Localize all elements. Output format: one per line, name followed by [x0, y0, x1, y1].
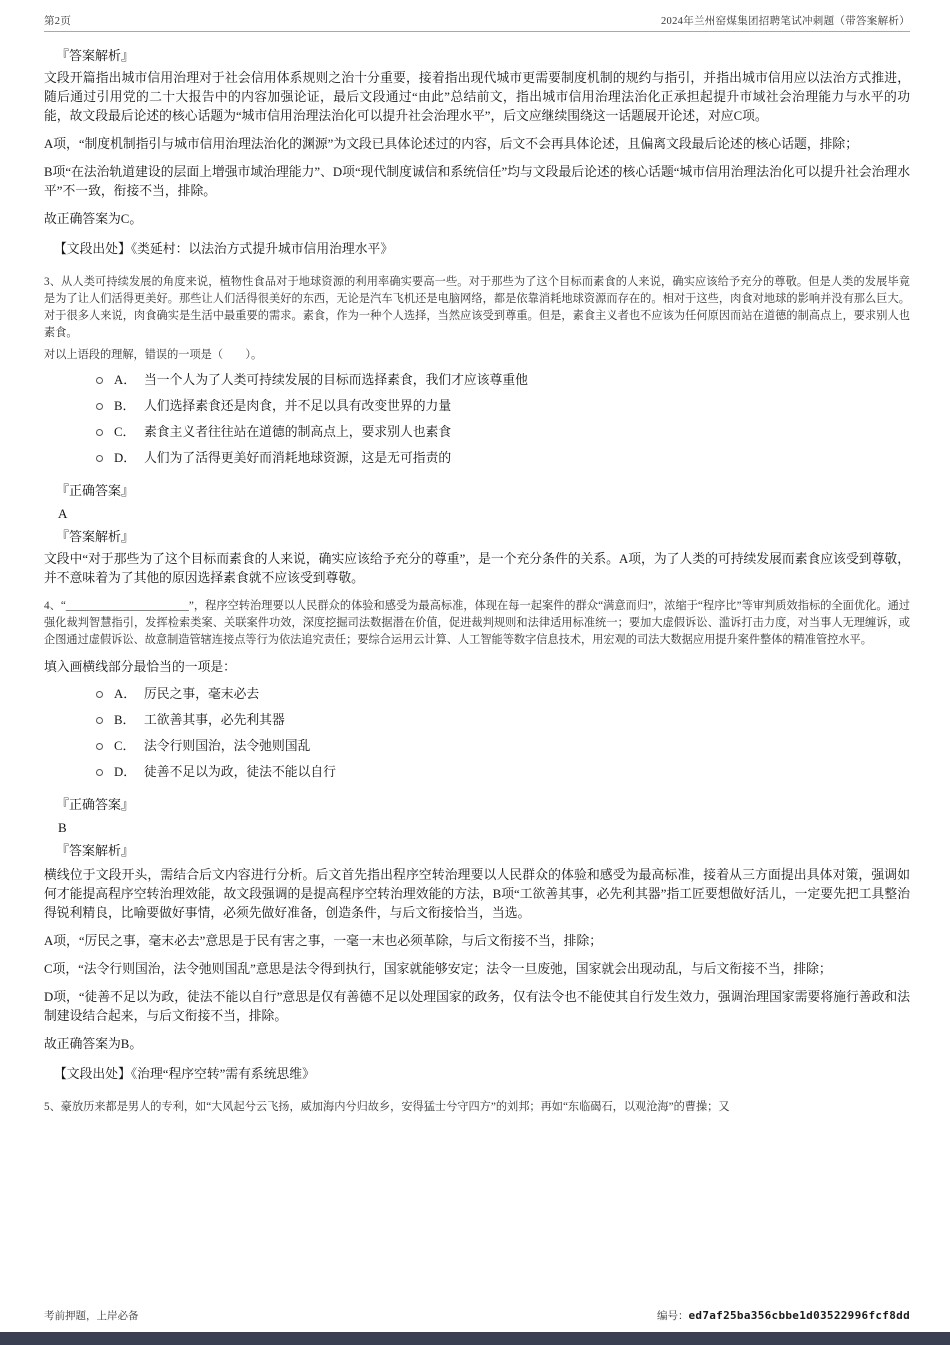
option-row-c[interactable]	[96, 424, 910, 441]
option-label: B．	[114, 399, 136, 413]
page-footer	[44, 1308, 910, 1323]
q4-correct-title: 『正确答案』	[56, 797, 135, 812]
q4-source-line: 【文段出处】《治理“程序空转”需有系统思维》	[54, 1067, 315, 1081]
q3-stem: 3、从人类可持续发展的角度来说，植物性食品对于地球资源的利用率确实要高一些。对于那些为了这个目标而素食的人来说，确实应该给予充分的尊敬。但是人类的发展毕竟是为了让人们活得更美好。那些让人们活得很美好的东西，无论是汽车飞机还是电脑网络，都是依靠消耗地球资源而存在的。相对于这些，肉食对地球的影响并没有那么巨大。对于很多人来说，肉食确实是生活中最重要的需求。素食，作为一种个人选择，当然应该受到尊重。但是，素食主义者也不应该为任何原因而站在道德的制高点上，要求别人也素食。	[44, 276, 910, 339]
option-row-d[interactable]	[96, 450, 910, 467]
q2-analysis-paragraph: B项“在法治轨道建设的层面上增强市域治理能力”、D项“现代制度诚信和系统信任”均与文段最后论述的核心话题“城市信用治理法治化可以提升社会治理水平”不一致，衔接不当，排除。	[44, 165, 910, 198]
footer-slogan: 考前押题，上岸必备	[44, 1311, 139, 1322]
q3-analysis-title: 『答案解析』	[56, 529, 135, 544]
option-row-c[interactable]	[96, 738, 910, 755]
q2-source-line: 【文段出处】《类延村：以法治方式提升城市信用治理水平》	[54, 242, 394, 256]
radio-button[interactable]	[96, 403, 103, 410]
q4-analysis-title: 『答案解析』	[56, 843, 135, 858]
footer-code	[657, 1308, 910, 1323]
q3-correct-answer: A	[58, 506, 68, 521]
radio-button[interactable]	[96, 691, 103, 698]
option-row-b[interactable]	[96, 712, 910, 729]
q2-answer-line: 故正确答案为C。	[44, 212, 143, 226]
bottom-bar	[0, 1332, 950, 1345]
q2-analysis-paragraph: A项，“制度机制指引与城市信用治理法治化的渊源”为文段已具体论述过的内容，后文不会再具体论述，且偏离文段最后论述的核心话题，排除；	[44, 137, 859, 151]
q4-answer-line: 故正确答案为B。	[44, 1037, 143, 1051]
radio-button[interactable]	[96, 717, 103, 724]
option-label: D．	[114, 451, 137, 465]
option-text: 工欲善其事，必先利其器	[144, 713, 285, 727]
option-label: D．	[114, 765, 137, 779]
page-content	[44, 44, 910, 1121]
q4-options	[44, 686, 910, 781]
option-row-d[interactable]	[96, 764, 910, 781]
option-text: 人们选择素食还是肉食，并不足以具有改变世界的力量	[144, 399, 452, 413]
q4-analysis-paragraph: C项，“法令行则国治，法令弛则国乱”意思是法令得到执行，国家就能够安定；法令一旦废弛，国家就会出现动乱，与后文衔接不当，排除；	[44, 962, 832, 976]
q3-correct-title: 『正确答案』	[56, 483, 135, 498]
radio-button[interactable]	[96, 769, 103, 776]
header-divider	[44, 31, 910, 32]
radio-button[interactable]	[96, 455, 103, 462]
q4-analysis-paragraph: 横线位于文段开头，需结合后文内容进行分析。后文首先指出程序空转治理要以人民群众的体验和感受为最高标准，接着从三方面提出具体对策，强调如何才能提高程序空转治理效能，故文段强调的是提高程序空转治理效能的方法，B项“工欲善其事，必先利其器”指工匠要想做好活儿，一定要先把工具整治得锐利精良，比喻要做好事情，必须先做好准备，创造条件，与后文衔接恰当，当选。	[44, 868, 910, 920]
option-label: C．	[114, 739, 136, 753]
option-text: 当一个人为了人类可持续发展的目标而选择素食，我们才应该尊重他	[144, 373, 528, 387]
q2-analysis-title: 『答案解析』	[56, 48, 135, 63]
option-row-a[interactable]	[96, 372, 910, 389]
footer-code-label: 编号：	[656, 1311, 689, 1322]
doc-title: 2024年兰州窑煤集团招聘笔试冲刺题（带答案解析）	[661, 16, 910, 27]
option-row-b[interactable]	[96, 398, 910, 415]
q4-analysis-paragraph: A项，“厉民之事，毫末必去”意思是于民有害之事，一毫一末也必须革除，与后文衔接不当，排除；	[44, 934, 603, 948]
q4-analysis-paragraph: D项，“徒善不足以为政，徒法不能以自行”意思是仅有善德不足以处理国家的政务，仅有法令也不能使其自行发生效力，强调治理国家需要将施行善政和法制建设结合起来，与后文衔接不当，排除。	[44, 990, 910, 1023]
page-number: 第2页	[44, 16, 72, 27]
footer-code-value: ed7af25ba356cbbe1d03522996fcf8dd	[688, 1309, 910, 1322]
q3-options	[44, 372, 910, 467]
q4-correct-answer: B	[58, 820, 67, 835]
option-label: A．	[114, 687, 137, 701]
radio-button[interactable]	[96, 377, 103, 384]
option-label: C．	[114, 425, 136, 439]
option-label: B．	[114, 713, 136, 727]
radio-button[interactable]	[96, 429, 103, 436]
q3-ask: 对以上语段的理解，错误的一项是（ ）。	[44, 349, 263, 361]
q2-analysis-paragraph: 文段开篇指出城市信用治理对于社会信用体系规则之治十分重要，接着指出现代城市更需要制度机制的规约与指引，并指出城市信用应以法治方式推进，随后通过引用党的二十大报告中的内容加强论证，最后文段通过“由此”总结前文，指出城市信用治理法治化正承担起提升市域社会治理能力与水平的功能，故文段最后论述的核心话题为“城市信用治理法治化可以提升社会治理水平”，后文应继续围绕这一话题展开论述，对应C项。	[44, 71, 910, 123]
option-text: 徒善不足以为政，徒法不能以自行	[144, 765, 336, 779]
page-header	[44, 13, 910, 28]
option-text: 法令行则国治，法令弛则国乱	[144, 739, 311, 753]
q5-stem: 5、豪放历来都是男人的专利，如“大风起兮云飞扬，威加海内兮归故乡，安得猛士兮守四方”的刘邦；再如“东临碣石，以观沧海”的曹操；又	[44, 1101, 730, 1113]
radio-button[interactable]	[96, 743, 103, 750]
q4-ask: 填入画横线部分最恰当的一项是：	[44, 660, 236, 674]
q4-stem: 4、“______________________”，程序空转治理要以人民群众的体验和感受为最高标准，体现在每一起案件的群众“满意而归”，浓缩于“程序比”等审判质效指标的全面优化。通过强化裁判智慧指引，发挥检索类案、关联案件功效，深度挖掘司法数据潜在价值，促进裁判规则和法律适用标准统一；要加大虚假诉讼、滥诉打击力度，对当事人无理缠诉，或企图通过虚假诉讼、故意制造管辖连接点等行为依法追究责任；要综合运用云计算、人工智能等数字信息技术，用宏观的司法大数据应用提升案件整体的精准管控水平。	[44, 600, 910, 646]
option-text: 厉民之事，毫末必去	[144, 687, 260, 701]
option-label: A．	[114, 373, 137, 387]
option-row-a[interactable]	[96, 686, 910, 703]
option-text: 人们为了活得更美好而消耗地球资源，这是无可指责的	[144, 451, 452, 465]
option-text: 素食主义者往往站在道德的制高点上，要求别人也素食	[144, 425, 452, 439]
q3-analysis-paragraph: 文段中“对于那些为了这个目标而素食的人来说，确实应该给予充分的尊重”，是一个充分条件的关系。A项，为了人类的可持续发展而素食应该受到尊敬，并不意味着为了其他的原因选择素食就不应该受到尊敬。	[44, 552, 910, 585]
